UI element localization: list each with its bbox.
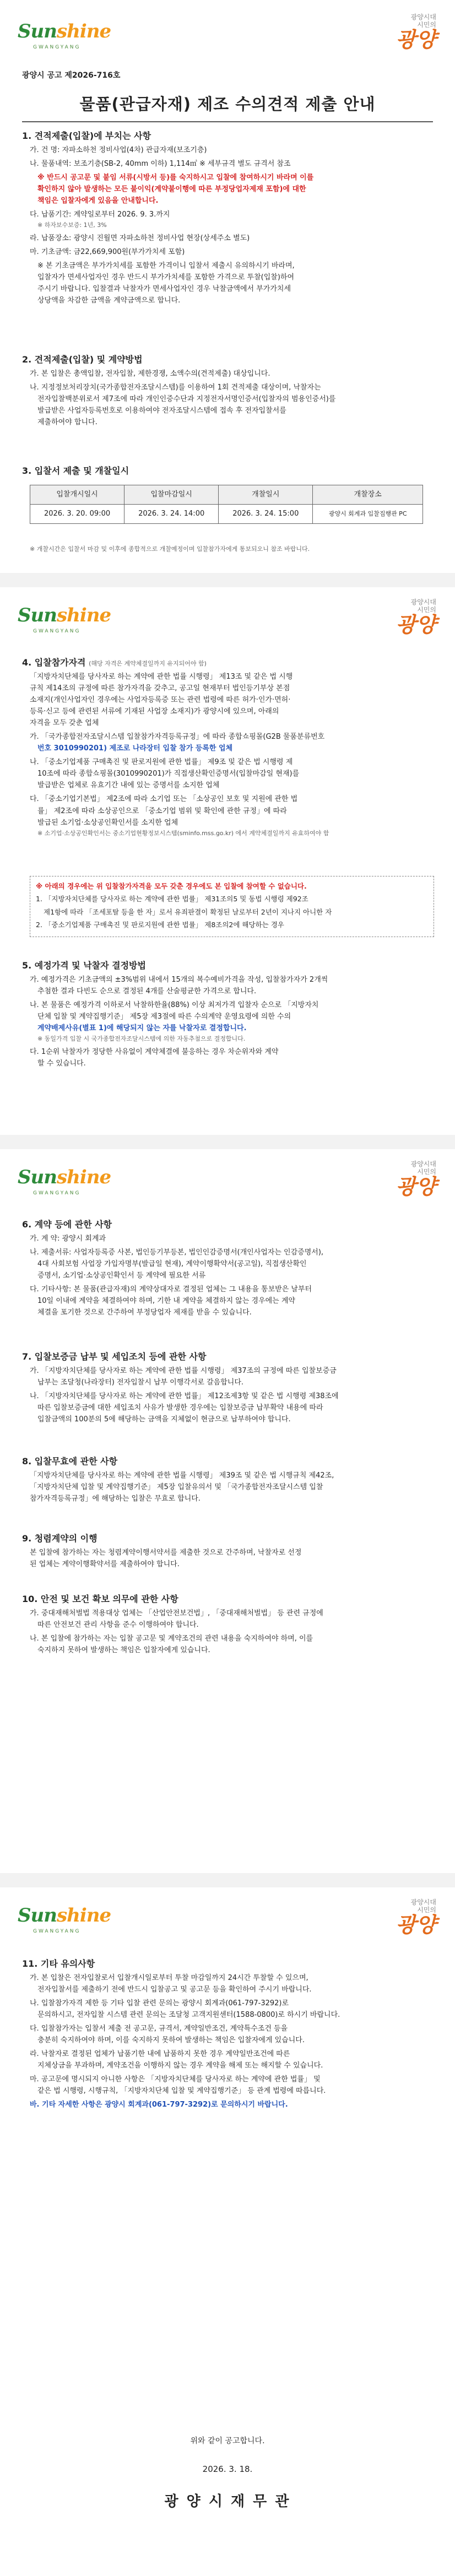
s7-line: 납부는 조달청(나라장터) 전자입찰시 납부 이행각서로 갈음합니다. [37, 1378, 244, 1387]
s6-line: 나. 제출서류: 사업자등록증 사본, 법인등기부등본, 법인인감증명서(개인사업자는 인감증명서), [30, 1248, 324, 1257]
s1-vat-b: 입찰자가 면세사업자인 경우 반드시 부가가치세를 포함한 가격으로 투찰(입찰)하여 [37, 273, 295, 282]
s4-box-line: 제1항에 따라 「조세포탈 등을 한 자」로서 유죄판결이 확정된 날로부터 2년이 지나지 아니한 자 [44, 907, 332, 916]
schedule-cell: 2026. 3. 20. 09:00 [30, 505, 124, 524]
page-title: 물품(관급자재) 제조 수의견적 제출 안내 [79, 95, 376, 113]
s1-vat-a: ※ 본 기초금액은 부가가치세를 포함한 가격이니 입찰서 제출시 유의하시기 바라며, [37, 262, 295, 270]
s1-place: 라. 납품장소: 광양시 진월면 자파소하천 정비사업 현장(상세주소 별도) [30, 234, 250, 243]
brand-small: 광양시대 [410, 1160, 436, 1168]
s6-line: 다. 기타사항: 본 물품(관급자재)의 계약상대자로 결정된 업체는 그 내용을 통보받은 날부터 [30, 1285, 312, 1294]
s11-line: 라. 낙찰자로 결정된 업체가 납품기한 내에 납품하지 못한 경우 계약일반조건에 따른 [30, 2050, 290, 2059]
s4-line: 소재지(개인사업자인 경우에는 사업자등록증 또는 관련 법령에 따른 허가·인가·면허· [30, 696, 291, 705]
s4-item-c: 다. 「중소기업기본법」 제2조에 따라 소기업 또는 「소상공인 보호 및 지원에 관한 법 [30, 795, 298, 804]
s11-line: 나. 입찰참가자격 제한 등 기타 입찰 관련 문의는 광양시 회계과(061-797-3292)로 [30, 1999, 289, 2008]
brand-small2: 시민의 [417, 1906, 436, 1914]
brand-small: 광양시대 [410, 1898, 436, 1906]
section-9-body [30, 1547, 431, 1572]
s2-line-d: 발급받은 사업자등록번호로 이용하여야 전자조달시스템에 접속 후 전자입찰서를 [37, 407, 286, 415]
section-4-heading [22, 656, 435, 670]
s7-line: 입찰금액의 100분의 5에 해당하는 금액을 지체없이 현금으로 납부하여야 합니다. [37, 1415, 291, 1424]
s11-line: 지체상금을 부과하며, 계약조건을 이행하지 않는 경우 계약을 해제 또는 해지할 수 있습니다. [37, 2061, 323, 2070]
s1-base-amount: 마. 기초금액: 금22,669,900원(부가가치세 포함) [30, 248, 185, 257]
s6-line: 4대 사회보험 사업장 가입자명부(발급일 현재), 계약이행확약서(공고일), 직접생산확인 [37, 1260, 307, 1269]
section-4-body [30, 671, 431, 840]
s4-line: 「지방자치단체를 당사자로 하는 계약에 관한 법률 시행령」 제13조 및 같은 법 시행 [30, 673, 293, 681]
s1-item-name: 가. 건 명: 자파소하천 정비사업(4차) 관급자재(보조기층) [30, 146, 207, 154]
section-7-body [30, 1365, 431, 1427]
s1-warning-c: 책임은 입찰자에게 있음을 안내합니다. [37, 197, 159, 205]
s9-line: 된 업체는 계약이행확약서를 제출하여야 합니다. [30, 1560, 180, 1569]
s6-line: 증명서, 소기업·소상공인확인서 등 계약에 필요한 서류 [37, 1271, 206, 1280]
page-separator [0, 1873, 455, 1887]
schedule-th: 입찰마감일시 [124, 485, 219, 505]
logo-word-a: Sun [18, 604, 57, 626]
s8-line: 「지방자치단체 입찰 및 계약집행기준」 제5장 입찰유의서 및 「국가종합전자조달시스템 입찰 [30, 1483, 323, 1492]
section-11-body [30, 1972, 431, 2113]
s2-line-c: 전자입찰백분위로서 제7조에 따라 개인인증수단과 지정전자서명인증서(입찰자의 범용인증서)를 [37, 395, 336, 404]
s2-line-b: 나. 지정정보처리장치(국가종합전자조달시스템)를 이용하여 1회 견적제출 대상이며, 낙찰자는 [30, 383, 321, 392]
section-8-heading: 8. 입찰무효에 관한 사항 [22, 1456, 118, 1466]
s4-item-b3: 발급받은 업체로 유효기간 내에 있는 증명서를 소지한 업체 [37, 781, 220, 790]
s10-line: 나. 본 입찰에 참가하는 자는 입찰 공고문 및 계약조건의 관련 내용을 숙지하여야 하며, 이를 [30, 1635, 313, 1643]
page-separator [0, 1135, 455, 1149]
s7-line: 가. 「지방자치단체를 당사자로 하는 계약에 관한 법률 시행령」 제37조의 규정에 따른 입찰보증금 [30, 1367, 337, 1375]
schedule-cell: 2026. 3. 24. 14:00 [124, 505, 219, 524]
brand-gwangyang [354, 13, 436, 52]
s1-warning-a: ※ 반드시 공고문 및 붙임 서류(시방서 등)를 숙지하시고 입찰에 참여하시기 바라며 이를 [37, 174, 314, 182]
brand-big: 광양 [396, 1912, 436, 1937]
s4-item-b2: 10조에 따라 종합쇼핑몰(3010990201)가 직접생산확인증명서(입찰마감일 현재)를 [37, 770, 300, 778]
section-6-body [30, 1233, 431, 1321]
schedule-cell: 2026. 3. 24. 15:00 [219, 505, 313, 524]
s1-vat-c: 주시기 바랍니다. 입찰결과 낙찰자가 면세사업자인 경우 낙찰금액에서 부가가치세 [37, 285, 291, 294]
brand-small2: 시민의 [417, 606, 436, 614]
brand-big: 광양 [396, 1173, 436, 1199]
s4-heading-text: 4. 입찰참가자격 [22, 657, 86, 668]
s4-item-c2: 률」 제2조에 따라 소상공인으로 「중소기업 범위 및 확인에 관한 규정」에 따라 [37, 807, 287, 815]
section-3-heading: 3. 입찰서 제출 및 개찰일시 [22, 466, 129, 476]
logo-word-b: shine [57, 1904, 111, 1926]
s4-box-line: 2. 「중소기업제품 구매촉진 및 판로지원에 관한 법률」 제8조의2에 해당하는 경우 [36, 920, 284, 929]
s5-line: ※ 동일가격 입찰 시 국가종합전자조달시스템에 의한 자동추첨으로 결정합니다. [37, 1035, 246, 1043]
s1-delivery: 다. 납품기간: 계약일로부터 2026. 9. 3.까지 [30, 210, 170, 219]
s2-line-a: 가. 본 입찰은 총액입찰, 전자입찰, 제한경쟁, 소액수의(견적제출) 대상입니다. [30, 370, 270, 378]
s6-line: 체결을 포기한 것으로 간주하여 부정당업자 제재를 받을 수 있습니다. [37, 1308, 252, 1317]
s5-line: 다. 1순위 낙찰자가 정당한 사유없이 계약체결에 불응하는 경우 차순위자와 계약 [30, 1048, 279, 1057]
title-rule [22, 121, 433, 122]
s1-warning-b: 확인하지 않아 발생하는 모든 불이익(계약불이행에 따른 부정당업자제재 포함)에 대한 [37, 185, 306, 194]
schedule-header-row [30, 485, 423, 505]
s4-line: 자격을 모두 갖춘 업체 [30, 719, 99, 728]
section-10-heading: 10. 안전 및 보건 확보 의무에 관한 사항 [22, 1594, 178, 1604]
brand-small: 광양시대 [410, 13, 436, 21]
brand-gwangyang-3 [354, 1160, 436, 1199]
brand-big: 광양 [396, 611, 436, 637]
schedule-cell: 광양시 회계과 입찰집행관 PC [313, 505, 423, 524]
s4-heading-note: (해당 자격은 계약체결일까지 유지되어야 함) [89, 660, 207, 667]
brand-small2: 시민의 [417, 21, 436, 29]
footer-org: 광 양 시 재 무 관 [164, 2493, 291, 2510]
logo-word-a: Sun [18, 20, 57, 42]
s11-line: 다. 입찰참가자는 입찰서 제출 전 공고문, 규격서, 계약일반조건, 계약특수조건 등을 [30, 2025, 288, 2033]
s11-line: 충분히 숙지하여야 하며, 이를 숙지하지 못하여 발생하는 책임은 입찰자에게 있습니다. [37, 2036, 305, 2045]
section-1-heading: 1. 견적제출(입찰)에 부치는 사항 [22, 131, 151, 141]
s1-warranty: ※ 하자보수보증: 1년, 3% [37, 221, 107, 229]
logo-word-b: shine [57, 1166, 111, 1188]
schedule-table [30, 485, 423, 524]
s7-line: 따른 입찰보증금에 대한 세입조치 사유가 발생한 경우에는 입찰보증금 납부확약 내용에 따라 [37, 1404, 323, 1413]
s4-line: 등록·신고 등에 관련된 서류에 기재된 사업장 소재지)가 광양시에 있으며, 아래의 [30, 707, 279, 716]
schedule-row [30, 505, 423, 524]
footer-line: 위와 같이 공고합니다. [190, 2437, 265, 2445]
s10-line: 숙지하지 못하여 발생하는 책임은 입찰자에게 있습니다. [37, 1646, 210, 1655]
logo-sunshine-2 [18, 600, 150, 641]
s4-item-a2: 번호 3010990201) 제조로 나라장터 입찰 참가 등록한 업체 [37, 744, 233, 753]
logo-word-b: shine [57, 20, 111, 42]
s11-line: 문의하시고, 전자입찰 시스템 관련 문의는 조달청 고객지원센터(1588-0800)로 하시기 바랍니다. [37, 2011, 340, 2020]
s5-line: 단체 입찰 및 계약집행기준」 제5장 제3절에 따른 수의계약 운영요령에 의한 수의 [37, 1013, 291, 1021]
s4-exclusion-box [30, 876, 434, 937]
logo-sub: GWANGYANG [33, 1929, 81, 1935]
s11-line: 같은 법 시행령, 시행규칙, 「지방자치단체 입찰 및 계약집행기준」 등 관계 법령에 따릅니다. [37, 2087, 326, 2096]
s8-line: 참가자격등록규정」에 해당하는 입찰은 무효로 합니다. [30, 1495, 201, 1503]
section-8-body [30, 1470, 431, 1507]
schedule-th: 입찰개시일시 [30, 485, 124, 505]
s5-line: 나. 본 물품은 예정가격 이하로서 낙찰하한율(88%) 이상 최저가격 입찰자 순으로 「지방자치 [30, 1001, 319, 1010]
s1-item-spec: 나. 물품내역: 보조기층(SB-2, 40mm 이하) 1,114㎥ ※ 세부규격 별도 규격서 참조 [30, 160, 291, 169]
s8-line: 「지방자치단체를 당사자로 하는 계약에 관한 법률 시행령」 제39조 및 같은 법 시행규칙 제42조, [30, 1471, 334, 1480]
logo-sub: GWANGYANG [33, 629, 81, 635]
notice-number: 광양시 공고 제2026-716호 [22, 71, 121, 80]
page-separator [0, 573, 455, 587]
s4-item-c3: 발급된 소기업·소상공인확인서를 소지한 업체 [37, 818, 178, 827]
section-10-body [30, 1608, 431, 1658]
s4-box-line: ※ 아래의 경우에는 위 입찰참가자격을 모두 갖춘 경우에도 본 입찰에 참여할 수 없습니다. [36, 882, 307, 890]
s5-line: 계약배제사유(별표 1)에 해당되지 않는 자를 낙찰자로 결정합니다. [37, 1024, 247, 1033]
section-6-heading: 6. 계약 등에 관한 사항 [22, 1219, 112, 1230]
brand-small: 광양시대 [410, 598, 436, 606]
logo-word-b: shine [57, 604, 111, 626]
footer-date: 2026. 3. 18. [202, 2464, 253, 2474]
brand-big: 광양 [396, 26, 436, 52]
section-9-heading: 9. 청렴계약의 이행 [22, 1533, 98, 1544]
section-1-body [30, 144, 431, 309]
section-11-heading: 11. 기타 유의사항 [22, 1958, 95, 1969]
s4-item-b: 나. 「중소기업제품 구매촉진 및 판로지원에 관한 법률」 제9조 및 같은 법 시행령 제 [30, 758, 293, 767]
brand-gwangyang-4 [354, 1898, 436, 1937]
s10-line: 가. 중대재해처벌법 적용대상 업체는 「산업안전보건법」, 「중대재해처벌법」 등 관련 규정에 [30, 1609, 323, 1617]
s2-line-e: 제출하여야 합니다. [37, 418, 98, 427]
section-5-body [30, 974, 431, 1071]
section-7-heading: 7. 입찰보증금 납부 및 세입조치 등에 관한 사항 [22, 1351, 207, 1362]
brand-gwangyang-2 [354, 598, 436, 637]
s4-box-line: 1. 「지방자치단체를 당사자로 하는 계약에 관한 법률」 제31조의5 및 동법 시행령 제92조 [36, 895, 308, 903]
logo-word-a: Sun [18, 1904, 57, 1926]
logo-word-a: Sun [18, 1166, 57, 1188]
s11-line: 마. 공고문에 명시되지 아니한 사항은 「지방자치단체를 당사자로 하는 계약에 관한 법률」 및 [30, 2075, 321, 2084]
s5-line: 가. 예정가격은 기초금액의 ±3%범위 내에서 15개의 복수예비가격을 작성, 입찰참가자가 2개씩 [30, 976, 328, 984]
s4-item-c4: ※ 소기업·소상공인확인서는 중소기업현황정보시스템(sminfo.mss.go.kr) 에서 계약체결일까지 유효하여야 함 [37, 829, 329, 837]
s5-line: 할 수 있습니다. [37, 1059, 86, 1068]
s6-line: 가. 계 약: 광양시 회계과 [30, 1235, 106, 1243]
s11-line: 전자입찰서를 제출하기 전에 반드시 입찰공고 및 공고문 등을 확인하여 주시기 바랍니다. [37, 1985, 312, 1994]
brand-small2: 시민의 [417, 1168, 436, 1176]
logo-sub: GWANGYANG [33, 45, 81, 51]
logo-sunshine-4 [18, 1901, 150, 1941]
s4-line: 규칙 제14조의 규정에 따른 참가자격을 갖추고, 공고일 현재부터 법인등기부상 본점 [30, 684, 290, 693]
section-2-heading: 2. 견적제출(입찰) 및 계약방법 [22, 354, 143, 365]
logo-sub: GWANGYANG [33, 1190, 81, 1197]
s1-vat-d: 상당액을 차감한 금액을 계약금액으로 합니다. [37, 296, 181, 305]
logo-sunshine [18, 17, 150, 57]
section-2-body [30, 368, 431, 430]
s5-line: 추첨한 결과 다빈도 순으로 결정된 4개를 산술평균한 가격으로 합니다. [37, 987, 257, 996]
s6-line: 10일 이내에 계약을 체결하여야 하며, 기한 내 계약을 체결하지 않는 경우에는 계약 [37, 1297, 295, 1306]
s11-line: 바. 기타 자세한 사항은 광양시 회계과(061-797-3292)로 문의하시기 바랍니다. [30, 2101, 288, 2109]
schedule-th: 개찰장소 [313, 485, 423, 505]
s7-line: 나. 「지방자치단체를 당사자로 하는 계약에 관한 법률」 제12조제3항 및 같은 법 시행령 제38조에 [30, 1392, 339, 1401]
section-5-heading: 5. 예정가격 및 낙찰자 결정방법 [22, 960, 146, 971]
s9-line: 본 입찰에 참가하는 자는 청렴계약이행서약서를 제출한 것으로 간주하며, 낙찰자로 선정 [30, 1549, 302, 1557]
logo-sunshine-3 [18, 1162, 150, 1203]
s4-item-a: 가. 「국가종합전자조달시스템 입찰참가자격등록규정」에 따라 종합쇼핑몰(G2B 물품분류번호 [30, 733, 325, 742]
schedule-note: ※ 개찰시간은 입찰서 마감 및 이후에 종합적으로 개찰예정이며 입찰참가자에게 통보되오니 참조 바랍니다. [30, 545, 310, 553]
schedule-th: 개찰일시 [219, 485, 313, 505]
s10-line: 따른 안전보건 관리 사항을 준수 이행하여야 합니다. [37, 1621, 199, 1630]
s11-line: 가. 본 입찰은 전자입찰로서 입찰개시일로부터 투찰 마감일까지 24시간 투찰할 수 있으며, [30, 1974, 308, 1982]
